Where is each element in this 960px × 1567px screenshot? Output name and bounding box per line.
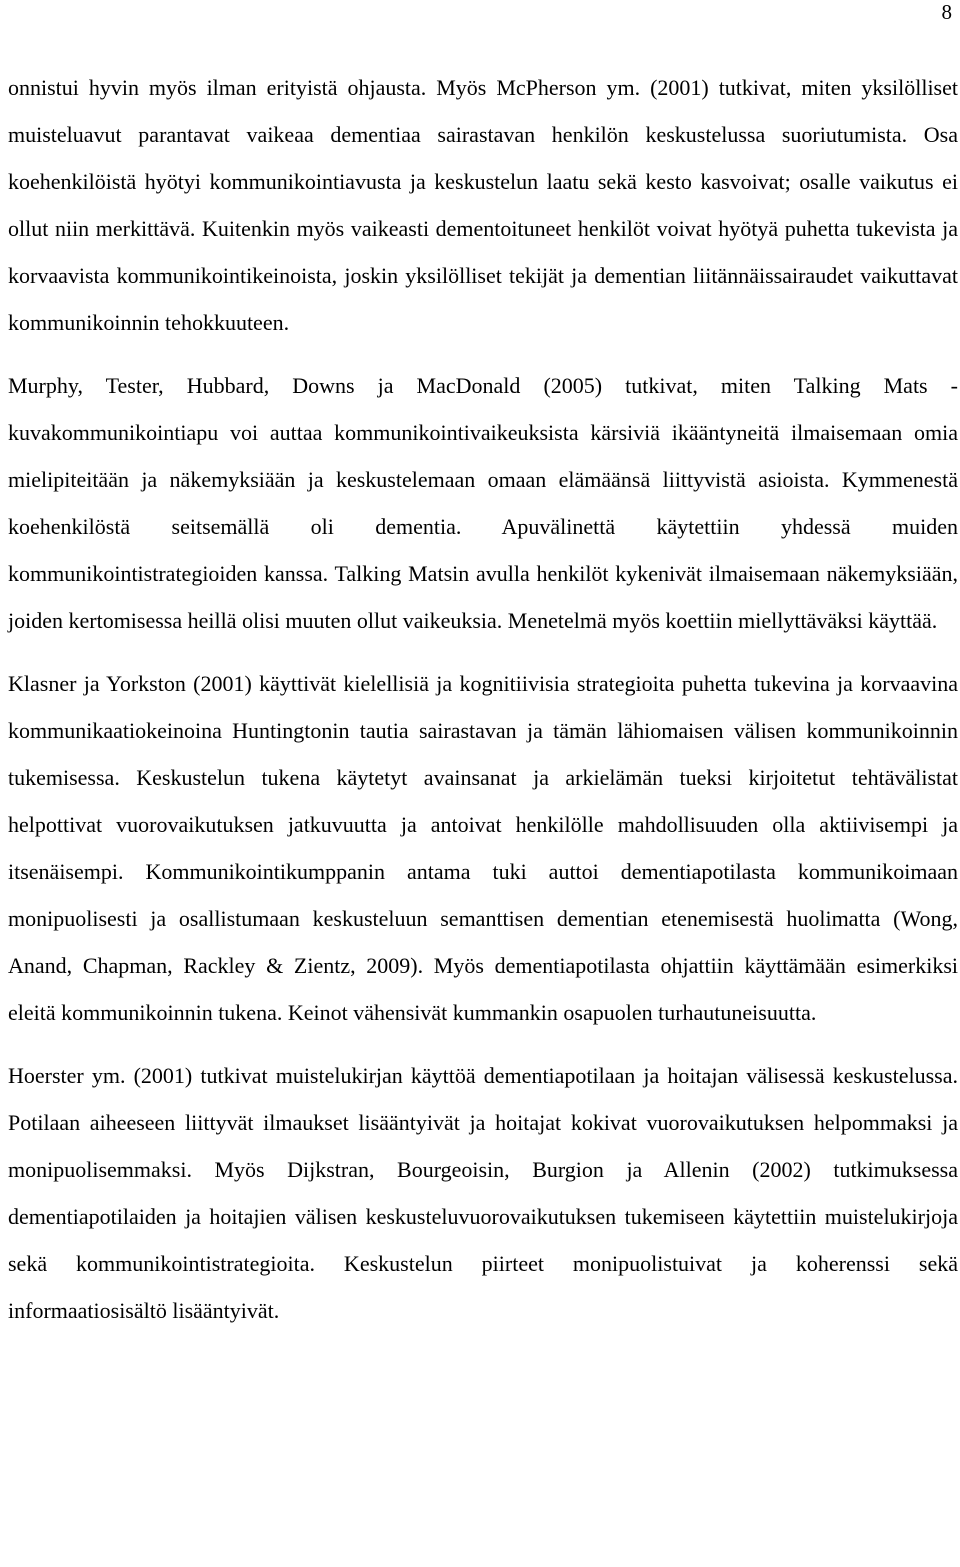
page-number: 8 — [941, 0, 952, 24]
paragraph-4: Hoerster ym. (2001) tutkivat muistelukirjan käyttöä dementiapotilaan ja hoitajan välisessä keskustelussa. Potilaan aiheeseen liittyvät ilmaukset lisääntyivät ja hoitajat kokivat vuorovaikutuksen helpommaksi ja monipuolisemmaksi. Myös Dijkstran, Bourgeoisin, Burgion ja Allenin (2002) tutkimuksessa dementiapotilaiden ja hoitajien välisen keskusteluvuorovaikutuksen tukemiseen käytettiin muistelukirjoja sekä kommunikointistrategioita. Keskustelun piirteet monipuolistuivat ja koherenssi sekä informaatiosisältö lisääntyivät. — [8, 1063, 958, 1323]
paragraph-2: Murphy, Tester, Hubbard, Downs ja MacDonald (2005) tutkivat, miten Talking Mats -kuvakommunikointiapu voi auttaa kommunikointivaikeuksista kärsiviä ikääntyneitä ilmaisemaan omia mielipiteitään ja näkemyksiään ja keskustelemaan omaan elämäänsä liittyvistä asioista. Kymmenestä koehenkilöstä seitsemällä oli dementia. Apuvälinettä käytettiin yhdessä muiden kommunikointistrategioiden kanssa. Talking Matsin avulla henkilöt kykenivät ilmaisemaan näkemyksiään, joiden kertomisessa heillä olisi muuten ollut vaikeuksia. Menetelmä myös koettiin miellyttäväksi käyttää. — [8, 373, 958, 633]
document-body — [8, 64, 958, 1350]
paragraph-3: Klasner ja Yorkston (2001) käyttivät kielellisiä ja kognitiivisia strategioita puhetta tukevina ja korvaavina kommunikaatiokeinoina Huntingtonin tautia sairastavan ja tämän lähiomaisen välisen kommunikoinnin tukemisessa. Keskustelun tukena käytetyt avainsanat ja arkielämän tueksi kirjoitetut tehtävälistat helpottivat vuorovaikutuksen jatkuvuutta ja antoivat henkilölle mahdollisuuden olla aktiivisempi ja itsenäisempi. Kommunikointikumppanin antama tuki auttoi dementiapotilasta kommunikoimaan monipuolisesti ja osallistumaan keskusteluun semanttisen dementian etenemisestä huolimatta (Wong, Anand, Chapman, Rackley & Zientz, 2009). Myös dementiapotilasta ohjattiin käyttämään esimerkiksi eleitä kommunikoinnin tukena. Keinot vähensivät kummankin osapuolen turhautuneisuutta. — [8, 671, 958, 1025]
paragraph-1: onnistui hyvin myös ilman erityistä ohjausta. Myös McPherson ym. (2001) tutkivat, miten yksilölliset muisteluavut parantavat vaikeaa dementiaa sairastavan henkilön keskustelussa suoriutumista. Osa koehenkilöistä hyötyi kommunikointiavusta ja keskustelun laatu sekä kesto kasvoivat; osalle vaikutus ei ollut niin merkittävä. Kuitenkin myös vaikeasti dementoituneet henkilöt voivat hyötyä puhetta tukevista ja korvaavista kommunikointikeinoista, joskin yksilölliset tekijät ja dementian liitännäissairaudet vaikuttavat kommunikoinnin tehokkuuteen. — [8, 75, 958, 335]
